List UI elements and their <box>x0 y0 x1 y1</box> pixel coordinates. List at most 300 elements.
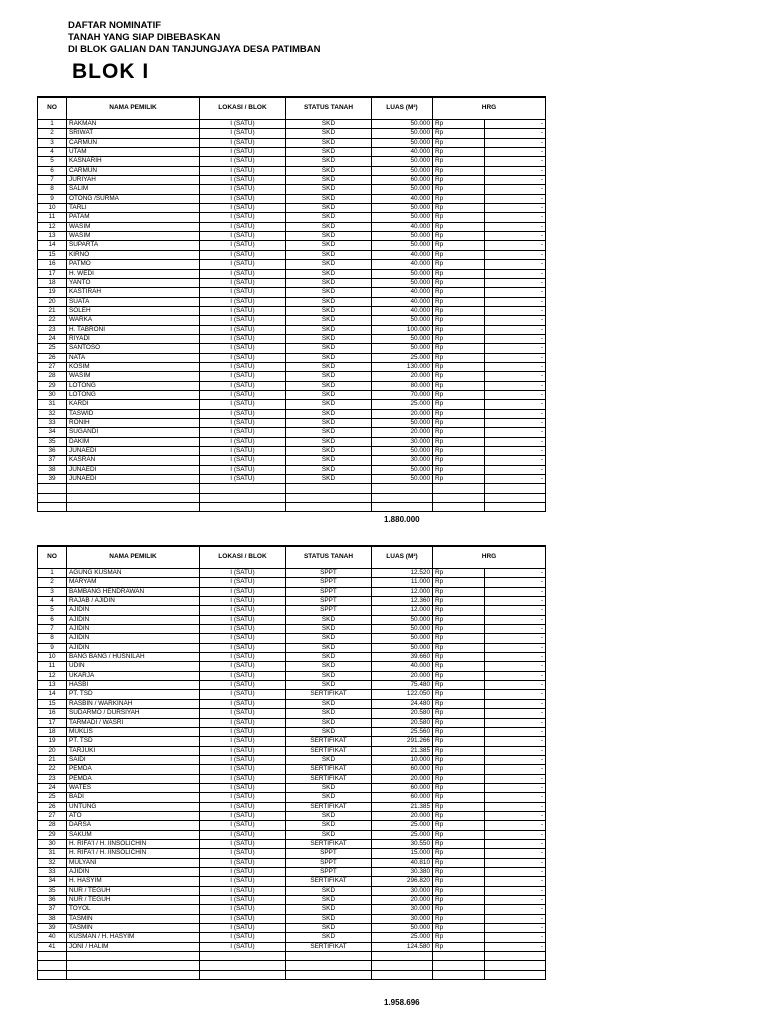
cell-price: - <box>485 849 546 858</box>
cell-no: 31 <box>38 849 67 858</box>
cell-lokasi: I (SATU) <box>200 653 286 662</box>
cell-status: SKD <box>286 662 372 671</box>
empty-cell <box>67 493 200 502</box>
cell-no: 11 <box>38 213 67 222</box>
cell-price: - <box>485 886 546 895</box>
cell-status: SKD <box>286 821 372 830</box>
cell-status: SERTIFIKAT <box>286 839 372 848</box>
cell-status: SKD <box>286 437 372 446</box>
cell-owner-name: TASMIN <box>67 914 200 923</box>
cell-status: SKD <box>286 232 372 241</box>
cell-status: SKD <box>286 475 372 484</box>
table-row <box>38 569 546 578</box>
cell-lokasi: I (SATU) <box>200 381 286 390</box>
table-row <box>38 914 546 923</box>
cell-no: 14 <box>38 690 67 699</box>
cell-luas: 40.000 <box>372 222 433 231</box>
empty-cell <box>485 961 546 970</box>
cell-owner-name: NUR / TEGUH <box>67 896 200 905</box>
table-row <box>38 456 546 465</box>
cell-price: - <box>485 138 546 147</box>
cell-price: - <box>485 260 546 269</box>
cell-price: - <box>485 269 546 278</box>
cell-lokasi: I (SATU) <box>200 297 286 306</box>
cell-luas: 40.000 <box>372 148 433 157</box>
cell-lokasi: I (SATU) <box>200 194 286 203</box>
table-header-row <box>38 97 546 120</box>
col-hrg-header: HRG <box>433 546 546 569</box>
cell-status: SPPT <box>286 569 372 578</box>
cell-lokasi: I (SATU) <box>200 232 286 241</box>
cell-owner-name: JURIYAH <box>67 176 200 185</box>
cell-currency: Rp <box>433 148 485 157</box>
empty-cell <box>485 493 546 502</box>
empty-cell <box>485 484 546 493</box>
empty-cell <box>67 952 200 961</box>
cell-lokasi: I (SATU) <box>200 269 286 278</box>
cell-price: - <box>485 830 546 839</box>
table-row <box>38 138 546 147</box>
cell-no: 8 <box>38 185 67 194</box>
cell-no: 5 <box>38 157 67 166</box>
cell-price: - <box>485 241 546 250</box>
cell-luas: 50.000 <box>372 232 433 241</box>
cell-owner-name: UDIN <box>67 662 200 671</box>
cell-no: 3 <box>38 587 67 596</box>
cell-status: SKD <box>286 447 372 456</box>
cell-currency: Rp <box>433 138 485 147</box>
cell-no: 8 <box>38 634 67 643</box>
cell-no: 7 <box>38 625 67 634</box>
table-row <box>38 297 546 306</box>
cell-status: SKD <box>286 241 372 250</box>
cell-luas: 130.000 <box>372 362 433 371</box>
cell-luas: 50.000 <box>372 204 433 213</box>
header-line-1: DAFTAR NOMINATIF <box>68 20 162 31</box>
cell-owner-name: SUATA <box>67 297 200 306</box>
cell-luas: 60.000 <box>372 783 433 792</box>
cell-price: - <box>485 428 546 437</box>
cell-status: SKD <box>286 727 372 736</box>
cell-luas: 30.000 <box>372 456 433 465</box>
cell-luas: 20.000 <box>372 428 433 437</box>
cell-currency: Rp <box>433 821 485 830</box>
cell-lokasi: I (SATU) <box>200 222 286 231</box>
table-row <box>38 241 546 250</box>
cell-price: - <box>485 783 546 792</box>
cell-no: 23 <box>38 774 67 783</box>
cell-price: - <box>485 896 546 905</box>
cell-no: 3 <box>38 138 67 147</box>
cell-lokasi: I (SATU) <box>200 942 286 951</box>
table-row <box>38 278 546 287</box>
cell-currency: Rp <box>433 362 485 371</box>
cell-owner-name: HASBI <box>67 681 200 690</box>
cell-status: SPPT <box>286 578 372 587</box>
cell-price: - <box>485 400 546 409</box>
cell-owner-name: CARMUN <box>67 166 200 175</box>
cell-lokasi: I (SATU) <box>200 671 286 680</box>
cell-luas: 50.000 <box>372 138 433 147</box>
cell-no: 21 <box>38 755 67 764</box>
cell-currency: Rp <box>433 690 485 699</box>
cell-luas: 40.000 <box>372 250 433 259</box>
cell-no: 5 <box>38 606 67 615</box>
cell-luas: 124.580 <box>372 942 433 951</box>
cell-status: SERTIFIKAT <box>286 737 372 746</box>
cell-no: 29 <box>38 830 67 839</box>
cell-lokasi: I (SATU) <box>200 390 286 399</box>
cell-no: 20 <box>38 297 67 306</box>
cell-status: SKD <box>286 718 372 727</box>
cell-owner-name: TARLI <box>67 204 200 213</box>
cell-owner-name: SUGANDI <box>67 428 200 437</box>
cell-luas: 20.000 <box>372 409 433 418</box>
cell-currency: Rp <box>433 625 485 634</box>
cell-lokasi: I (SATU) <box>200 250 286 259</box>
cell-lokasi: I (SATU) <box>200 830 286 839</box>
cell-owner-name: KOSIM <box>67 362 200 371</box>
table-row <box>38 578 546 587</box>
empty-cell <box>38 970 67 979</box>
cell-owner-name: WARKA <box>67 316 200 325</box>
cell-owner-name: PEMDA <box>67 774 200 783</box>
table-row <box>38 653 546 662</box>
cell-status: SKD <box>286 166 372 175</box>
cell-price: - <box>485 344 546 353</box>
cell-owner-name: H. RIFA'I / H. IINSOLICHIN <box>67 839 200 848</box>
cell-luas: 21.385 <box>372 802 433 811</box>
cell-lokasi: I (SATU) <box>200 475 286 484</box>
cell-owner-name: SAKUM <box>67 830 200 839</box>
table-row <box>38 381 546 390</box>
cell-lokasi: I (SATU) <box>200 783 286 792</box>
cell-lokasi: I (SATU) <box>200 699 286 708</box>
cell-no: 13 <box>38 681 67 690</box>
cell-price: - <box>485 821 546 830</box>
cell-currency: Rp <box>433 905 485 914</box>
cell-currency: Rp <box>433 241 485 250</box>
cell-currency: Rp <box>433 250 485 259</box>
cell-no: 25 <box>38 793 67 802</box>
cell-status: SKD <box>286 148 372 157</box>
cell-owner-name: JUNAEDI <box>67 465 200 474</box>
cell-currency: Rp <box>433 811 485 820</box>
cell-luas: 20.000 <box>372 774 433 783</box>
cell-luas: 60.000 <box>372 176 433 185</box>
table-row <box>38 699 546 708</box>
cell-currency: Rp <box>433 419 485 428</box>
cell-luas: 39.660 <box>372 653 433 662</box>
cell-price: - <box>485 662 546 671</box>
cell-no: 24 <box>38 334 67 343</box>
cell-owner-name: JUNAEDI <box>67 475 200 484</box>
cell-status: SKD <box>286 625 372 634</box>
cell-owner-name: AJIDIN <box>67 606 200 615</box>
cell-luas: 21.385 <box>372 746 433 755</box>
cell-price: - <box>485 578 546 587</box>
cell-status: SPPT <box>286 858 372 867</box>
cell-owner-name: KUSMAN / H. HASYIM <box>67 933 200 942</box>
table-row <box>38 176 546 185</box>
cell-currency: Rp <box>433 793 485 802</box>
cell-no: 33 <box>38 868 67 877</box>
cell-status: SKD <box>286 120 372 129</box>
cell-price: - <box>485 185 546 194</box>
cell-owner-name: LOTONG <box>67 390 200 399</box>
cell-currency: Rp <box>433 232 485 241</box>
cell-currency: Rp <box>433 830 485 839</box>
cell-lokasi: I (SATU) <box>200 802 286 811</box>
cell-lokasi: I (SATU) <box>200 148 286 157</box>
cell-status: SKD <box>286 634 372 643</box>
cell-lokasi: I (SATU) <box>200 914 286 923</box>
cell-status: SPPT <box>286 849 372 858</box>
table-row <box>38 849 546 858</box>
cell-lokasi: I (SATU) <box>200 456 286 465</box>
table-row <box>38 166 546 175</box>
cell-price: - <box>485 204 546 213</box>
cell-luas: 50.000 <box>372 241 433 250</box>
empty-cell <box>38 493 67 502</box>
cell-currency: Rp <box>433 643 485 652</box>
cell-lokasi: I (SATU) <box>200 120 286 129</box>
empty-cell <box>286 503 372 512</box>
cell-luas: 40.000 <box>372 662 433 671</box>
cell-currency: Rp <box>433 746 485 755</box>
cell-status: SKD <box>286 896 372 905</box>
cell-lokasi: I (SATU) <box>200 634 286 643</box>
cell-currency: Rp <box>433 120 485 129</box>
cell-lokasi: I (SATU) <box>200 334 286 343</box>
cell-owner-name: MULYANI <box>67 858 200 867</box>
cell-lokasi: I (SATU) <box>200 811 286 820</box>
cell-luas: 10.000 <box>372 755 433 764</box>
empty-cell <box>38 484 67 493</box>
cell-luas: 40.810 <box>372 858 433 867</box>
cell-luas: 50.000 <box>372 316 433 325</box>
cell-lokasi: I (SATU) <box>200 578 286 587</box>
cell-luas: 50.000 <box>372 447 433 456</box>
cell-currency: Rp <box>433 176 485 185</box>
cell-owner-name: SRIWAT <box>67 129 200 138</box>
cell-currency: Rp <box>433 344 485 353</box>
cell-currency: Rp <box>433 325 485 334</box>
table-row <box>38 924 546 933</box>
cell-owner-name: BADI <box>67 793 200 802</box>
cell-luas: 24.480 <box>372 699 433 708</box>
cell-price: - <box>485 606 546 615</box>
cell-status: SKD <box>286 362 372 371</box>
cell-owner-name: ATO <box>67 811 200 820</box>
cell-currency: Rp <box>433 475 485 484</box>
cell-lokasi: I (SATU) <box>200 465 286 474</box>
cell-lokasi: I (SATU) <box>200 325 286 334</box>
table-row <box>38 362 546 371</box>
table-row <box>38 194 546 203</box>
table-row <box>38 344 546 353</box>
cell-price: - <box>485 905 546 914</box>
empty-cell <box>433 503 485 512</box>
cell-no: 10 <box>38 653 67 662</box>
cell-price: - <box>485 699 546 708</box>
cell-luas: 11.000 <box>372 578 433 587</box>
table-row <box>38 222 546 231</box>
cell-lokasi: I (SATU) <box>200 606 286 615</box>
table-row <box>38 774 546 783</box>
col-name-header: NAMA PEMILIK <box>67 546 200 569</box>
cell-owner-name: KASNARIH <box>67 157 200 166</box>
cell-luas: 20.000 <box>372 671 433 680</box>
cell-price: - <box>485 690 546 699</box>
cell-lokasi: I (SATU) <box>200 746 286 755</box>
cell-currency: Rp <box>433 671 485 680</box>
cell-owner-name: BANG BANG / HUSNILAH <box>67 653 200 662</box>
cell-price: - <box>485 625 546 634</box>
cell-status: SERTIFIKAT <box>286 690 372 699</box>
cell-status: SERTIFIKAT <box>286 746 372 755</box>
cell-owner-name: SOLEH <box>67 306 200 315</box>
cell-owner-name: MUKLIS <box>67 727 200 736</box>
cell-luas: 25.000 <box>372 821 433 830</box>
cell-owner-name: AJIDIN <box>67 643 200 652</box>
cell-currency: Rp <box>433 269 485 278</box>
cell-no: 7 <box>38 176 67 185</box>
cell-luas: 40.000 <box>372 288 433 297</box>
table-row <box>38 419 546 428</box>
cell-price: - <box>485 933 546 942</box>
cell-price: - <box>485 390 546 399</box>
cell-status: SKD <box>286 269 372 278</box>
cell-currency: Rp <box>433 465 485 474</box>
cell-price: - <box>485 456 546 465</box>
cell-no: 1 <box>38 569 67 578</box>
cell-luas: 30.000 <box>372 886 433 895</box>
cell-status: SKD <box>286 811 372 820</box>
cell-currency: Rp <box>433 400 485 409</box>
cell-no: 22 <box>38 316 67 325</box>
cell-price: - <box>485 858 546 867</box>
cell-lokasi: I (SATU) <box>200 765 286 774</box>
table-row <box>38 120 546 129</box>
cell-currency: Rp <box>433 437 485 446</box>
cell-lokasi: I (SATU) <box>200 858 286 867</box>
cell-currency: Rp <box>433 868 485 877</box>
cell-price: - <box>485 120 546 129</box>
cell-owner-name: UNTUNG <box>67 802 200 811</box>
cell-lokasi: I (SATU) <box>200 905 286 914</box>
cell-status: SERTIFIKAT <box>286 802 372 811</box>
cell-no: 34 <box>38 428 67 437</box>
empty-cell <box>200 961 286 970</box>
cell-price: - <box>485 597 546 606</box>
cell-lokasi: I (SATU) <box>200 166 286 175</box>
cell-price: - <box>485 222 546 231</box>
cell-price: - <box>485 868 546 877</box>
cell-no: 38 <box>38 914 67 923</box>
cell-lokasi: I (SATU) <box>200 419 286 428</box>
cell-no: 15 <box>38 250 67 259</box>
table-row <box>38 606 546 615</box>
table-row <box>38 306 546 315</box>
cell-owner-name: KASRAN <box>67 456 200 465</box>
col-luas-header: LUAS (M²) <box>372 97 433 120</box>
cell-currency: Rp <box>433 597 485 606</box>
empty-cell <box>67 503 200 512</box>
empty-cell <box>200 952 286 961</box>
table-row <box>38 727 546 736</box>
empty-cell <box>286 493 372 502</box>
table-row <box>38 868 546 877</box>
table-row <box>38 475 546 484</box>
cell-status: SKD <box>286 793 372 802</box>
table-row <box>38 821 546 830</box>
empty-row <box>38 970 546 979</box>
cell-currency: Rp <box>433 157 485 166</box>
empty-row <box>38 961 546 970</box>
cell-owner-name: RONIH <box>67 419 200 428</box>
table-row <box>38 260 546 269</box>
cell-status: SKD <box>286 653 372 662</box>
cell-currency: Rp <box>433 306 485 315</box>
empty-cell <box>372 484 433 493</box>
cell-price: - <box>485 194 546 203</box>
cell-luas: 296.820 <box>372 877 433 886</box>
cell-lokasi: I (SATU) <box>200 138 286 147</box>
cell-luas: 50.000 <box>372 129 433 138</box>
cell-lokasi: I (SATU) <box>200 344 286 353</box>
table-row <box>38 232 546 241</box>
cell-price: - <box>485 278 546 287</box>
cell-lokasi: I (SATU) <box>200 924 286 933</box>
cell-lokasi: I (SATU) <box>200 362 286 371</box>
cell-lokasi: I (SATU) <box>200 409 286 418</box>
cell-luas: 50.000 <box>372 185 433 194</box>
cell-status: SKD <box>286 681 372 690</box>
cell-luas: 50.000 <box>372 269 433 278</box>
cell-owner-name: SANTOSO <box>67 344 200 353</box>
page-title: BLOK I <box>72 60 150 83</box>
cell-no: 17 <box>38 718 67 727</box>
cell-status: SKD <box>286 297 372 306</box>
cell-lokasi: I (SATU) <box>200 681 286 690</box>
cell-luas: 40.000 <box>372 260 433 269</box>
cell-luas: 20.000 <box>372 811 433 820</box>
empty-cell <box>433 484 485 493</box>
empty-cell <box>372 961 433 970</box>
table-row <box>38 671 546 680</box>
cell-lokasi: I (SATU) <box>200 839 286 848</box>
cell-no: 29 <box>38 381 67 390</box>
cell-status: SKD <box>286 465 372 474</box>
cell-no: 4 <box>38 597 67 606</box>
cell-currency: Rp <box>433 213 485 222</box>
cell-owner-name: WASIM <box>67 222 200 231</box>
cell-luas: 50.000 <box>372 625 433 634</box>
cell-luas: 30.000 <box>372 914 433 923</box>
table-row <box>38 830 546 839</box>
cell-status: SKD <box>286 213 372 222</box>
cell-no: 28 <box>38 372 67 381</box>
cell-status: SKD <box>286 325 372 334</box>
cell-luas: 60.000 <box>372 793 433 802</box>
empty-cell <box>67 484 200 493</box>
cell-currency: Rp <box>433 222 485 231</box>
cell-lokasi: I (SATU) <box>200 437 286 446</box>
cell-no: 17 <box>38 269 67 278</box>
cell-status: SKD <box>286 344 372 353</box>
empty-cell <box>372 493 433 502</box>
